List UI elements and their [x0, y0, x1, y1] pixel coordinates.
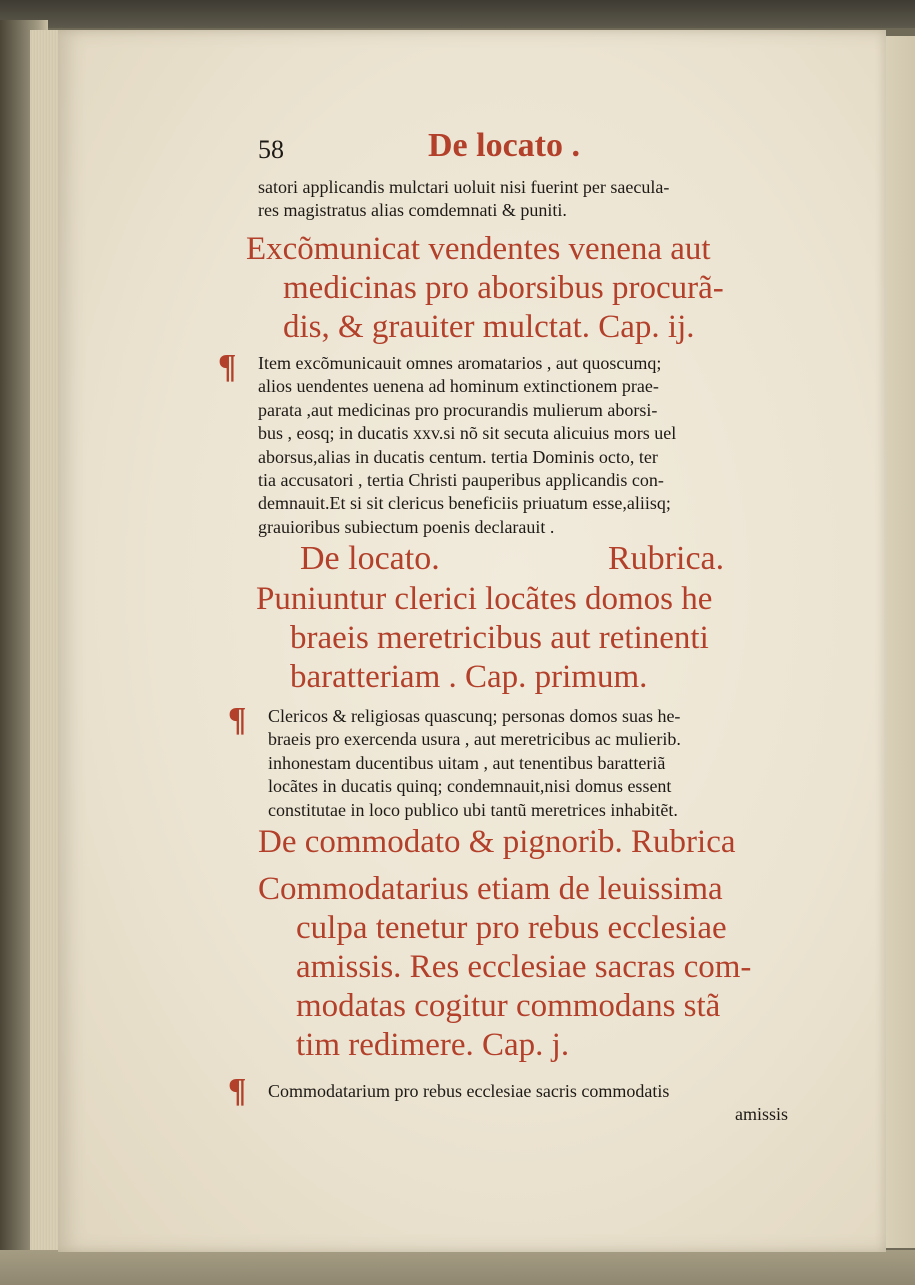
commodato-body — [268, 1080, 788, 1127]
paragraph-mark-icon: ¶ — [228, 1072, 247, 1109]
text-line: res magistratus alias comdemnati & puniti. — [258, 200, 567, 221]
paragraph-mark-icon: ¶ — [228, 701, 247, 738]
text-line: alios uendentes uenena ad hominum extinctionem prae- — [258, 376, 659, 397]
text-line: constitutae in loco publico ubi tantũ meretrices inhabitẽt. — [268, 799, 678, 820]
heading-line: Excõmunicat vendentes venena aut — [246, 231, 711, 267]
text-line: bus , eosq; in ducatis xxv.si nõ sit secuta alicuius mors uel — [258, 423, 677, 444]
page-edges — [30, 30, 58, 1260]
paragraph-mark-icon: ¶ — [218, 348, 237, 385]
text-line: aborsus,alias in ducatis centum. tertia Dominis octo, ter — [258, 446, 658, 467]
heading-line: Commodatarius etiam de leuissima — [258, 871, 723, 907]
chapter-heading-locato — [256, 580, 712, 697]
chapter2-body — [258, 352, 786, 539]
text-line: amissis — [734, 1104, 788, 1125]
heading-line: Puniuntur clerici locãtes domos he — [256, 581, 713, 617]
locato-body — [268, 705, 790, 822]
heading-line: medicinas pro aborsibus procurã- — [283, 270, 724, 306]
text-line: satori applicandis mulctari uoluit nisi fuerint per saecula- — [258, 177, 670, 197]
heading-line: dis, & grauiter mulctat. Cap. ij. — [283, 309, 695, 345]
heading-line: amissis. Res ecclesiae sacras com- — [296, 949, 752, 985]
running-head: De locato . — [428, 127, 581, 164]
text-line: tia accusatori , tertia Christi pauperibus applicandis con- — [258, 470, 664, 491]
heading-line: baratteriam . Cap. primum. — [290, 659, 648, 695]
text-line: parata ,aut medicinas pro procurandis mulierum aborsi- — [258, 399, 658, 420]
heading-line: modatas cogitur commodans stã — [296, 988, 721, 1024]
text-line: Item excõmunicauit omnes aromatarios , aut quoscumq; — [258, 353, 662, 373]
text-line: locãtes in ducatis quinq; condemnauit,nisi domus essent — [268, 776, 672, 797]
text-line: inhonestam ducentibus uitam , aut tenentibus baratteriã — [268, 752, 666, 773]
heading-line: tim redimere. Cap. j. — [296, 1027, 570, 1063]
top-text — [258, 176, 783, 223]
text-line: demnauit.Et si sit clericus beneficiis priuatum esse,aliisq; — [258, 493, 671, 514]
rubric-commodato: De commodato & pignorib. Rubrica — [258, 824, 736, 860]
text-line: grauioribus subiectum poenis declarauit . — [258, 516, 555, 537]
text-line: Clericos & religiosas quascunq; personas domos suas he- — [268, 706, 681, 726]
scan-background-bottom — [0, 1250, 915, 1285]
chapter-heading-2 — [246, 230, 724, 347]
chapter-heading-commodato — [258, 870, 751, 1065]
heading-line: culpa tenetur pro rebus ecclesiae — [296, 910, 727, 946]
scan-background-top — [0, 0, 915, 28]
rubric-locato-right: Rubrica. — [608, 540, 725, 577]
text-line: Commodatarium pro rebus ecclesiae sacris commodatis — [268, 1081, 670, 1101]
facing-page-edge — [884, 36, 915, 1248]
text-line: braeis pro exercenda usura , aut meretricibus ac mulierib. — [268, 729, 681, 750]
heading-line: braeis meretricibus aut retinenti — [290, 620, 709, 656]
rubric-locato-left: De locato. — [300, 540, 440, 577]
folio-number: 58 — [258, 135, 284, 164]
